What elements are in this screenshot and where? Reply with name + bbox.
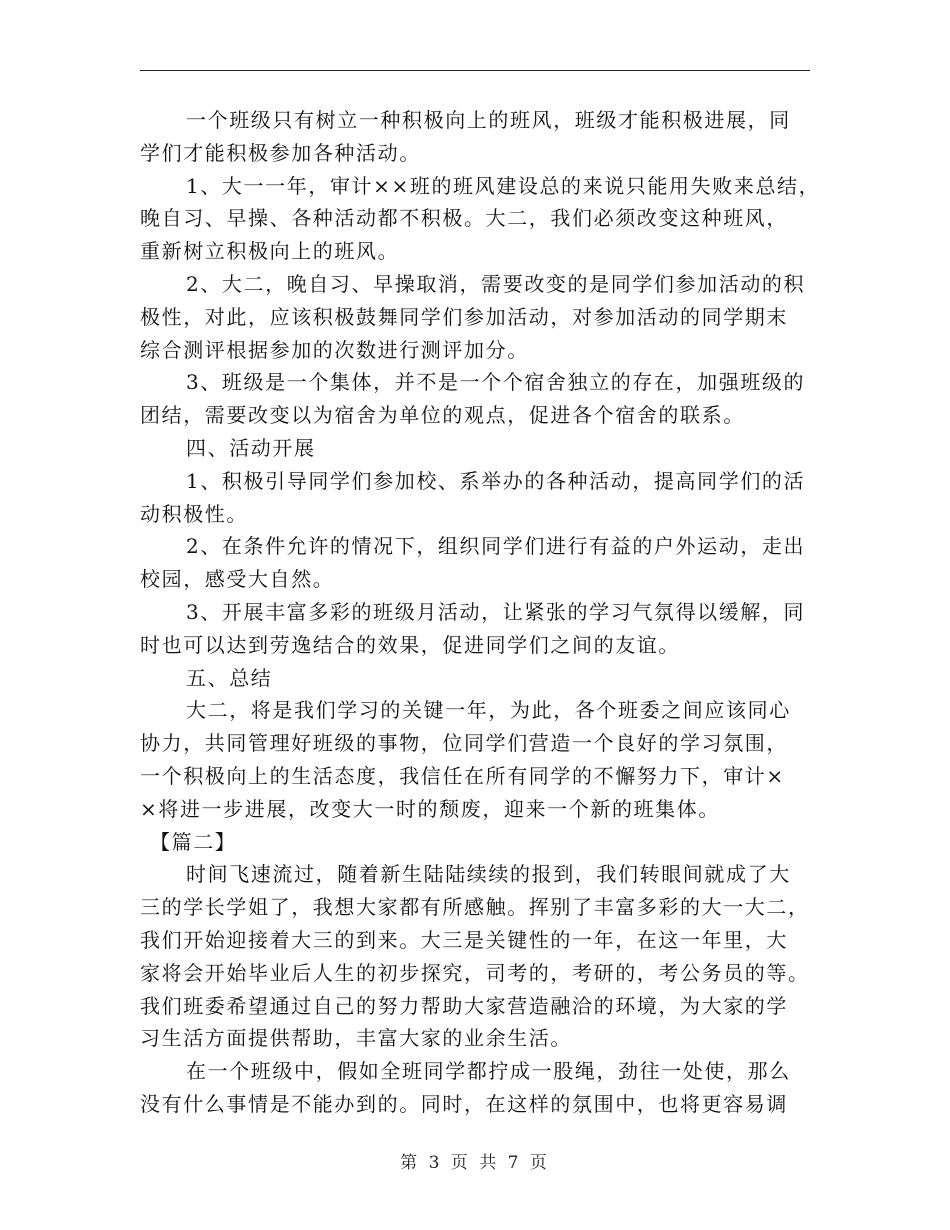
paragraph-line: 时间飞速流过，随着新生陆陆续续的报到，我们转眼间就成了大	[186, 862, 791, 887]
paragraph-line: 1、大一一年，审计××班的班风建设总的来说只能用失败来总结，	[186, 173, 821, 198]
paragraph-line: 一个积极向上的生活态度，我信任在所有同学的不懈努力下，审计×	[140, 763, 785, 788]
header-rule	[140, 70, 810, 71]
paragraph-line: 在一个班级中，假如全班同学都拧成一股绳，劲往一处使，那么	[186, 1059, 791, 1084]
paragraph-line: 一个班级只有树立一种积极向上的班风，班级才能积极进展，同	[186, 108, 791, 132]
paragraph-line: 习生活方面提供帮助，丰富大家的业余生活。	[140, 1026, 572, 1051]
paragraph-line: 没有什么事情是不能办到的。同时，在这样的氛围中，也将更容易调	[140, 1091, 788, 1116]
paragraph-line: 2、大二，晚自习、早操取消，需要改变的是同学们参加活动的积	[186, 271, 806, 296]
paragraph-line: 3、开展丰富多彩的班级月活动，让紧张的学习气氛得以缓解，同	[186, 599, 806, 624]
paragraph-line: 家将会开始毕业后人生的初步探究，司考的，考研的，考公务员的等。	[140, 960, 810, 985]
document-body	[140, 104, 830, 1121]
part-heading: 【篇二】	[150, 829, 237, 854]
page-footer: 第 3 页 共 7 页	[400, 1153, 550, 1173]
paragraph-line: 协力，共同管理好班级的事物，位同学们营造一个良好的学习氛围，	[140, 731, 788, 756]
paragraph-line: 大二，将是我们学习的关键一年，为此，各个班委之间应该同心	[186, 698, 791, 723]
paragraph-line: 3、班级是一个集体，并不是一个个宿舍独立的存在，加强班级的	[186, 370, 806, 395]
paragraph-line: 三的学长学姐了，我想大家都有所感触。挥别了丰富多彩的大一大二，	[140, 895, 810, 920]
section-heading: 四、活动开展	[186, 435, 316, 460]
paragraph-line: 重新树立积极向上的班风。	[140, 239, 400, 264]
paragraph-line: 动积极性。	[140, 501, 248, 526]
section-heading: 五、总结	[186, 665, 273, 690]
paragraph-line: 学们才能积极参加各种活动。	[140, 140, 421, 165]
paragraph-line: 极性，对此，应该积极鼓舞同学们参加活动，对参加活动的同学期末	[140, 304, 788, 329]
paragraph-line: 我们开始迎接着大三的到来。大三是关键性的一年，在这一年里，大	[140, 927, 788, 952]
paragraph-line: 团结，需要改变以为宿舍为单位的观点，促进各个宿舍的联系。	[140, 403, 745, 428]
paragraph-line: 1、积极引导同学们参加校、系举办的各种活动，提高同学们的活	[186, 468, 806, 493]
paragraph-line: 2、在条件允许的情况下，组织同学们进行有益的户外运动，走出	[186, 534, 806, 559]
paragraph-line: 时也可以达到劳逸结合的效果，促进同学们之间的友谊。	[140, 632, 680, 657]
paragraph-line: 综合测评根据参加的次数进行测评加分。	[140, 337, 529, 362]
paragraph-line: 校园，感受大自然。	[140, 567, 335, 592]
paragraph-line: 晚自习、早操、各种活动都不积极。大二，我们必须改变这种班风，	[140, 206, 788, 231]
paragraph-line: 我们班委希望通过自己的努力帮助大家营造融洽的环境，为大家的学	[140, 993, 788, 1018]
paragraph-line: ×将进一步进展，改变大一时的颓废，迎来一个新的班集体。	[140, 796, 720, 821]
